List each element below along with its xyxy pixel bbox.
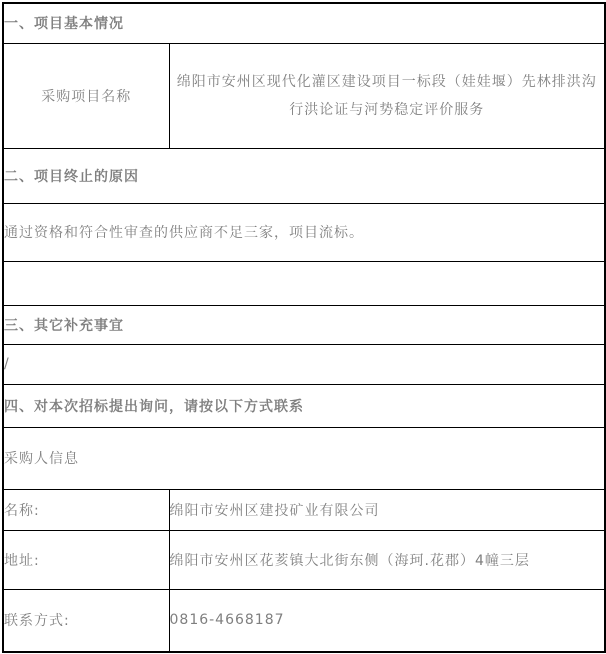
section1-heading: 一、项目基本情况 <box>3 3 605 43</box>
section2-heading: 二、项目终止的原因 <box>3 148 605 203</box>
blank-row <box>3 261 605 305</box>
termination-notice-table <box>2 2 606 653</box>
contact-name-row <box>3 489 605 530</box>
supplement-note-row <box>3 344 605 384</box>
section4-heading-row <box>3 384 605 427</box>
contact-name-value: 绵阳市安州区建投矿业有限公司 <box>169 489 605 530</box>
supplement-note: / <box>3 344 605 384</box>
section1-heading-row <box>3 3 605 43</box>
contact-phone-label: 联系方式: <box>3 589 169 652</box>
project-name-row <box>3 43 605 148</box>
termination-reason-text: 通过资格和符合性审查的供应商不足三家，项目流标。 <box>3 203 605 261</box>
section3-heading: 三、其它补充事宜 <box>3 305 605 344</box>
section4-heading: 四、对本次招标提出询问，请按以下方式联系 <box>3 384 605 427</box>
section2-heading-row <box>3 148 605 203</box>
contact-name-label: 名称: <box>3 489 169 530</box>
contact-address-label: 地址: <box>3 530 169 589</box>
contact-address-value: 绵阳市安州区花荄镇大北街东侧（海珂.花郡）4幢三层 <box>169 530 605 589</box>
termination-reason-row <box>3 203 605 261</box>
section3-heading-row <box>3 305 605 344</box>
contact-address-row <box>3 530 605 589</box>
purchaser-info-title: 采购人信息 <box>3 427 605 489</box>
contact-phone-value: 0816-4668187 <box>169 589 605 652</box>
blank-cell <box>3 261 605 305</box>
project-name-label: 采购项目名称 <box>3 43 169 148</box>
purchaser-info-title-row <box>3 427 605 489</box>
contact-phone-row <box>3 589 605 652</box>
project-name-value: 绵阳市安州区现代化灌区建设项目一标段（娃娃堰）先林排洪沟行洪论证与河势稳定评价服务 <box>169 43 605 148</box>
